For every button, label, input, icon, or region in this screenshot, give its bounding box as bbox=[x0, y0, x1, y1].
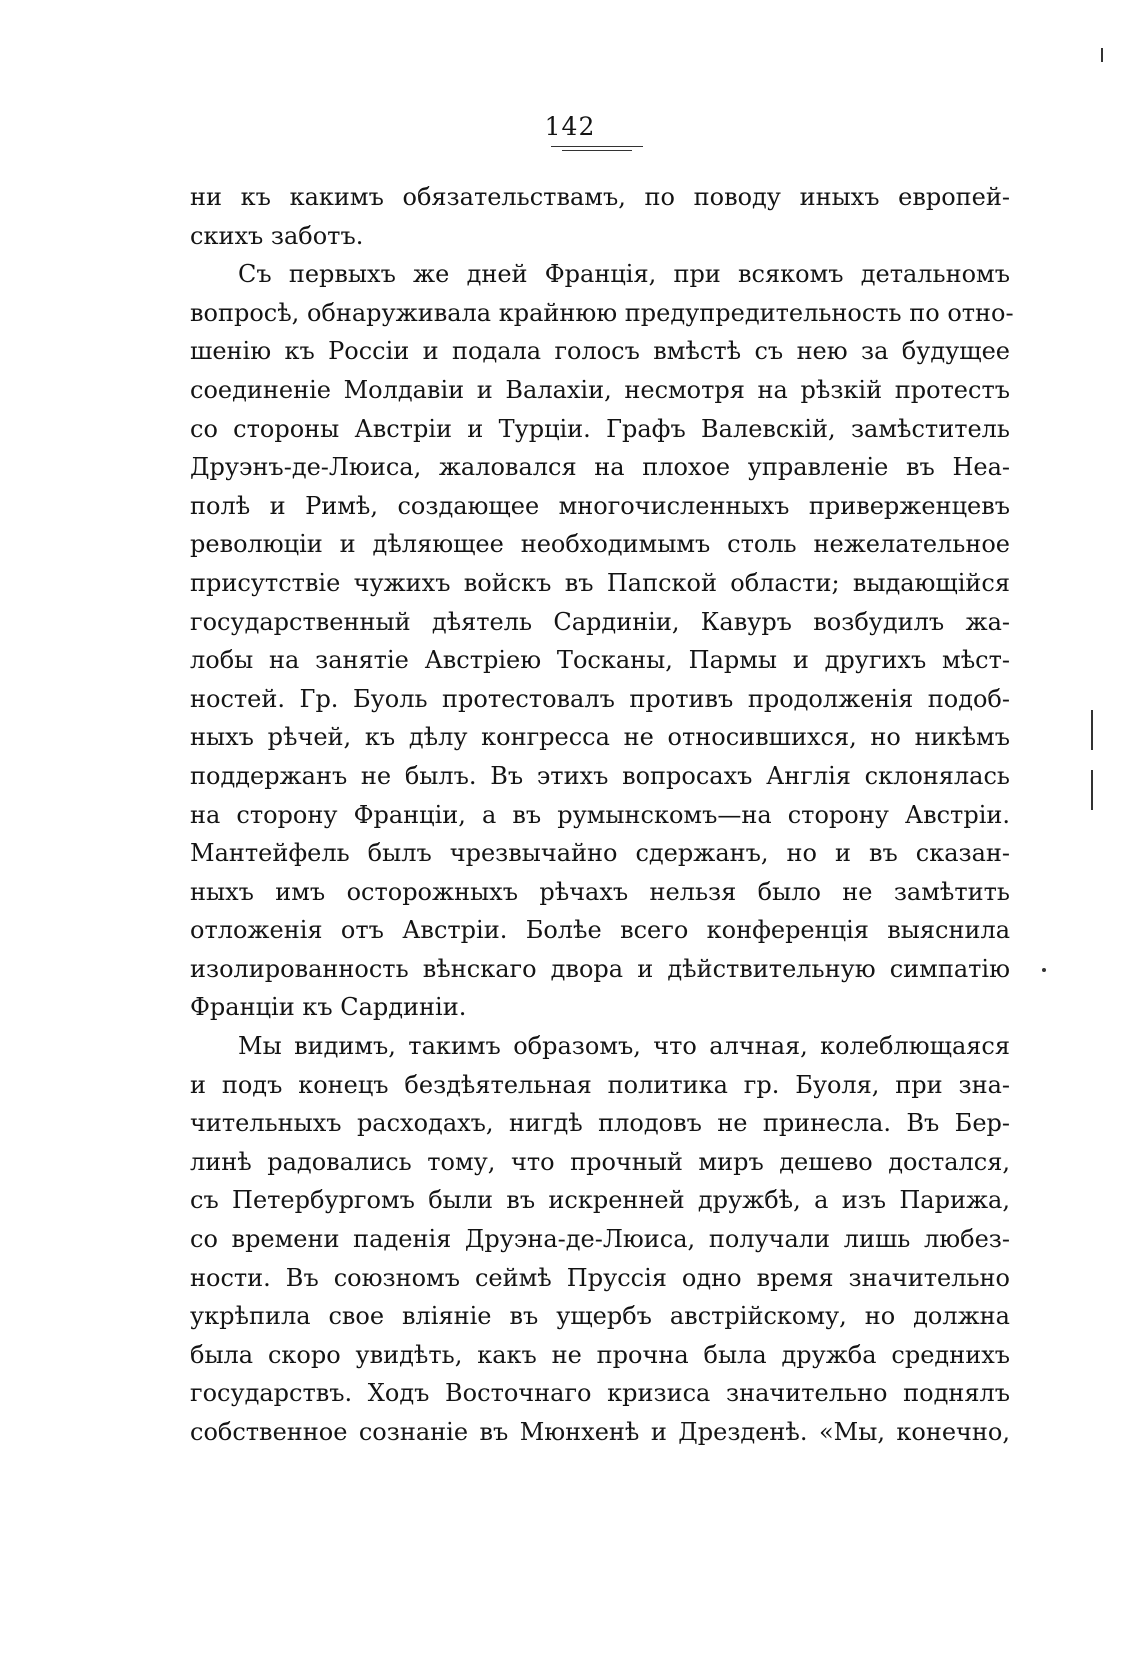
text-line: ностей. Гр. Буоль протестовалъ противъ продолженiя подоб- bbox=[190, 684, 1010, 713]
text-line: поддержанъ не былъ. Въ этихъ вопросахъ Англiя склонялась bbox=[190, 761, 1010, 790]
text-line: была скоро увидѣть, какъ не прочна была дружба среднихъ bbox=[190, 1340, 1010, 1369]
text-line: Мантейфель былъ чрезвычайно сдержанъ, но и въ сказан- bbox=[190, 839, 1010, 868]
page-number: 142 bbox=[544, 112, 596, 141]
page-number-rule bbox=[551, 146, 643, 147]
scan-mark bbox=[1091, 710, 1093, 750]
text-line: скихъ заботъ. bbox=[190, 221, 364, 250]
text-line: государственный дѣятель Сардинiи, Кавуръ возбудилъ жа- bbox=[190, 607, 1010, 636]
scan-mark bbox=[1042, 968, 1046, 972]
scan-mark bbox=[1101, 48, 1103, 62]
scan-mark bbox=[1091, 770, 1093, 810]
text-line: полѣ и Римѣ, создающее многочисленныхъ приверженцевъ bbox=[190, 491, 1010, 520]
text-line: чительныхъ расходахъ, нигдѣ плодовъ не принесла. Въ Бер- bbox=[190, 1109, 1010, 1138]
text-line: соединенiе Молдавiи и Валахiи, несмотря на рѣзкiй протестъ bbox=[190, 375, 1010, 404]
text-block bbox=[190, 178, 1014, 1452]
text-line: собственное сознанiе въ Мюнхенѣ и Дрезденѣ. «Мы, конечно, bbox=[190, 1418, 1010, 1446]
text-line: Францiи къ Сардинiи. bbox=[190, 993, 467, 1022]
text-line: вопросѣ, обнаруживала крайнюю предупредительность по отно- bbox=[190, 298, 1014, 327]
text-line: изолированность вѣнскаго двора и дѣйствительную симпатiю bbox=[190, 954, 1010, 983]
text-line: революцiи и дѣляющее необходимымъ столь нежелательное bbox=[190, 530, 1010, 559]
text-line: ныхъ имъ осторожныхъ рѣчахъ нельзя было не замѣтить bbox=[190, 877, 1010, 906]
text-line: ности. Въ союзномъ сеймѣ Пруссiя одно время значительно bbox=[190, 1263, 1010, 1292]
text-line: присутствiе чужихъ войскъ въ Папской области; выдающiйся bbox=[190, 568, 1010, 597]
text-line: со стороны Австрiи и Турцiи. Графъ Валевскiй, замѣститель bbox=[190, 414, 1010, 443]
text-line: и подъ конецъ бездѣятельная политика гр. Буоля, при зна- bbox=[190, 1070, 1010, 1099]
text-line: съ Петербургомъ были въ искренней дружбѣ, а изъ Парижа, bbox=[190, 1186, 1010, 1215]
text-line: ни къ какимъ обязательствамъ, по поводу иныхъ европей- bbox=[190, 183, 1010, 211]
text-line: укрѣпила свое влiянiе въ ущербъ австрiйскому, но должна bbox=[190, 1302, 1010, 1331]
text-line: Съ первыхъ же дней Францiя, при всякомъ детальномъ bbox=[238, 260, 1010, 289]
text-line: на сторону Францiи, а въ румынскомъ—на сторону Австрiи. bbox=[190, 800, 1010, 829]
text-line: государствъ. Ходъ Восточнаго кризиса значительно поднялъ bbox=[190, 1379, 1010, 1408]
text-line: со времени паденiя Друэна-де-Люиса, получали лишь любез- bbox=[190, 1225, 1010, 1254]
text-line: шенiю къ Россiи и подала голосъ вмѣстѣ съ нею за будущее bbox=[190, 337, 1010, 366]
text-line: лобы на занятiе Австрiею Тосканы, Пармы и другихъ мѣст- bbox=[190, 646, 1010, 675]
text-line: ныхъ рѣчей, къ дѣлу конгресса не относившихся, но никѣмъ bbox=[190, 723, 1010, 752]
text-line: Мы видимъ, такимъ образомъ, что алчная, колеблющаяся bbox=[238, 1032, 1010, 1061]
page-number-rule-dashed bbox=[562, 150, 632, 151]
text-line: отложенiя отъ Австрiи. Болѣе всего конференцiя выяснила bbox=[190, 916, 1010, 945]
text-line: линѣ радовались тому, что прочный миръ дешево достался, bbox=[190, 1147, 1010, 1176]
text-line: Друэнъ-де-Люиса, жаловался на плохое управленiе въ Неа- bbox=[190, 453, 1010, 482]
